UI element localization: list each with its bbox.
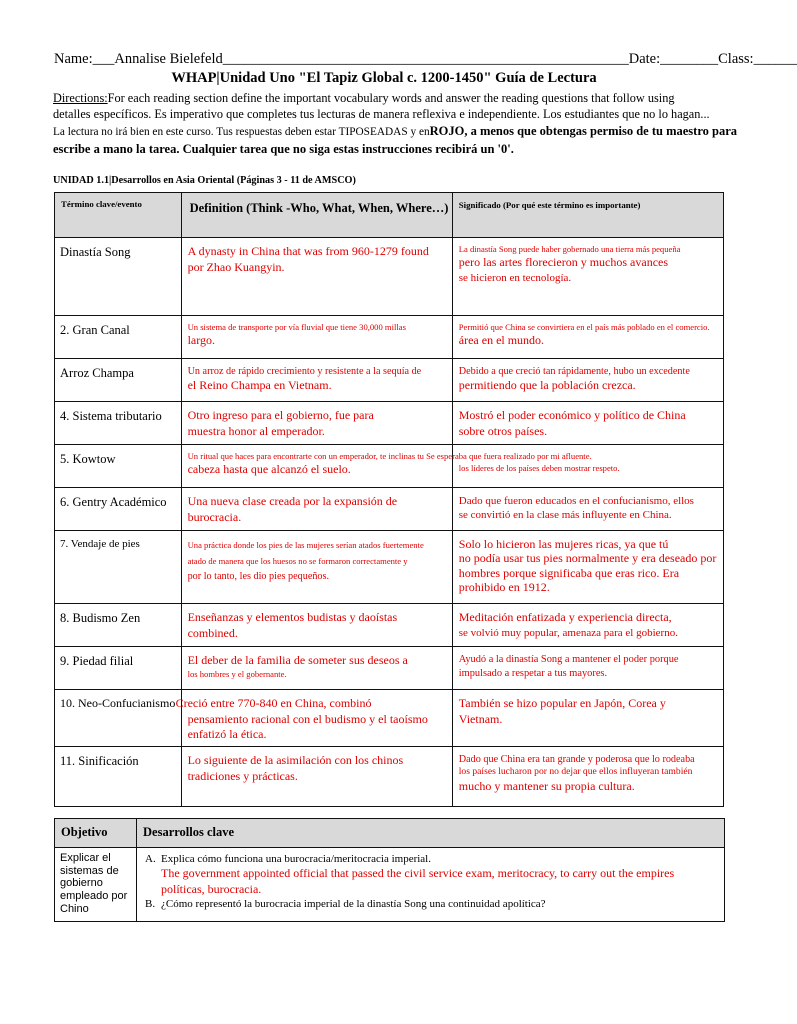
definition-cell[interactable]: A dynasty in China that was from 960-1279 found por Zhao Kuangyin.: [181, 238, 452, 316]
definition-cell[interactable]: Otro ingreso para el gobierno, fue para muestra honor al emperador.: [181, 402, 452, 445]
name-line: ________________________________________________________: [222, 51, 629, 67]
date-field[interactable]: Date:________: [628, 51, 719, 67]
term-cell: 9. Piedad filial: [55, 647, 182, 690]
term-cell: 4. Sistema tributario: [55, 402, 182, 445]
definition-cell[interactable]: Un ritual que haces para encontrarte con un emperador, te inclinas tu Se esperaba que fuera realizado por mi afluente. cabeza hasta que alcanzó el suelo.: [181, 445, 452, 488]
table-row: [55, 604, 724, 647]
item-a-answer[interactable]: The government appointed official that passed the civil service exam, meritocracy, to carry out the empires políticas, burocracia.: [161, 866, 675, 896]
class-field[interactable]: Class:______: [718, 51, 797, 67]
unit-heading: UNIDAD 1.1|Desarrollos en Asia Oriental (Páginas 3 - 11 de AMSCO): [53, 175, 356, 186]
definition-cell[interactable]: El deber de la familia de someter sus deseos a los hombres y el gobernante.: [181, 647, 452, 690]
definition-cell[interactable]: Un arroz de rápido crecimiento y resistente a la sequía de el Reino Champa en Vietnam.: [181, 359, 452, 402]
term-cell: 8. Budismo Zen: [55, 604, 182, 647]
objective-cell: Explicar el sistemas de gobierno empleado por Chino: [55, 848, 137, 922]
table-row: [55, 488, 724, 531]
significance-cell[interactable]: Solo lo hicieron las mujeres ricas, ya que tú no podía usar tus pies normalmente y era deseado por hombres porque significaba que eras rico. Era prohibido en 1912.: [452, 531, 723, 604]
significance-cell[interactable]: Dado que China era tan grande y poderosa que lo rodeaba los países lucharon por no dejar que ellos influyeran también mucho y mantener su propia cultura.: [452, 747, 723, 807]
objective-table: [54, 818, 725, 922]
directions-line-3: La lectura no irá bien en este curso. Tus respuestas deben estar TIPOSEADAS y enROJO, a menos que obtengas permiso de tu maestro para: [53, 124, 738, 138]
definition-cell[interactable]: Lo siguiente de la asimilación con los chinos tradiciones y prácticas.: [181, 747, 452, 807]
significance-cell[interactable]: Dado que fueron educados en el confucianismo, ellos se convirtió en la clase más influyente en China.: [452, 488, 723, 531]
table-row: [55, 690, 724, 747]
table-row: [55, 848, 725, 922]
table-row: [55, 402, 724, 445]
table-row: [55, 747, 724, 807]
term-cell: 2. Gran Canal: [55, 316, 182, 359]
table-row: [55, 359, 724, 402]
table-row: [55, 531, 724, 604]
term-cell: 11. Sinificación: [55, 747, 182, 807]
term-cell: Arroz Champa: [55, 359, 182, 402]
significance-cell[interactable]: Permitió que China se convirtiera en el país más poblado en el comercio. área en el mundo.: [452, 316, 723, 359]
name-label: Name:___: [54, 51, 115, 67]
developments-cell[interactable]: [137, 848, 725, 922]
col-header-objective: Objetivo: [55, 819, 137, 848]
term-cell: Dinastía Song: [55, 238, 182, 316]
definition-cell[interactable]: Un sistema de transporte por vía fluvial que tiene 30,000 millas largo.: [181, 316, 452, 359]
directions-line-2: detalles específicos. Es imperativo que completes tus lecturas de manera reflexiva e independiente. Los estudiantes que no lo hagan...: [53, 107, 710, 121]
col-header-term: Término clave/evento: [55, 193, 182, 238]
table-row: [55, 316, 724, 359]
table-row: [55, 647, 724, 690]
directions-line-1: Directions:For each reading section define the important vocabulary words and answer the reading questions that follow using: [53, 91, 675, 105]
vocabulary-table: [54, 192, 724, 807]
definition-cell[interactable]: Una nueva clase creada por la expansión de burocracia.: [181, 488, 452, 531]
significance-cell[interactable]: los líderes de los países deben mostrar respeto.: [452, 445, 723, 488]
item-a: A. Explica cómo funciona una burocracia/meritocracia imperial.: [145, 853, 431, 865]
page-title: WHAP|Unidad Uno "El Tapiz Global c. 1200-1450" Guía de Lectura: [171, 70, 597, 86]
significance-cell[interactable]: La dinastía Song puede haber gobernado una tierra más pequeña pero las artes florecieron y muchos avances se hicieron en tecnología.: [452, 238, 723, 316]
definition-cell[interactable]: Creció entre 770-840 en China, combinó pensamiento racional con el budismo y el taoísmo enfatizó la ética.: [181, 690, 452, 747]
significance-cell[interactable]: Mostró el poder económico y político de China sobre otros países.: [452, 402, 723, 445]
table-row: [55, 238, 724, 316]
student-name[interactable]: Annalise Bielefeld: [114, 51, 223, 67]
term-cell: 10. Neo-Confucianismo: [55, 690, 182, 747]
table-row: [55, 445, 724, 488]
col-header-developments: Desarrollos clave: [137, 819, 725, 848]
significance-cell[interactable]: Ayudó a la dinastía Song a mantener el poder porque impulsado a respetar a tus mayores.: [452, 647, 723, 690]
significance-cell[interactable]: También se hizo popular en Japón, Corea y Vietnam.: [452, 690, 723, 747]
term-cell: 6. Gentry Académico: [55, 488, 182, 531]
col-header-definition: Definition (Think -Who, What, When, Where…): [181, 193, 452, 238]
objective-header-row: [55, 819, 725, 848]
student-header: [54, 51, 797, 68]
term-cell: 5. Kowtow: [55, 445, 182, 488]
directions-line-4: escribe a mano la tarea. Cualquier tarea que no siga estas instrucciones recibirá un '0'.: [53, 142, 514, 156]
directions-label: Directions:: [53, 91, 108, 105]
significance-cell[interactable]: Debido a que creció tan rápidamente, hubo un excedente permitiendo que la población crezca.: [452, 359, 723, 402]
definition-cell[interactable]: Enseñanzas y elementos budistas y daoístas combined.: [181, 604, 452, 647]
vocab-header-row: [55, 193, 724, 238]
significance-cell[interactable]: Meditación enfatizada y experiencia directa, se volvió muy popular, amenaza para el gobierno.: [452, 604, 723, 647]
item-b: B. ¿Cómo representó la burocracia imperial de la dinastía Song una continuidad apolítica?: [145, 898, 546, 911]
definition-cell[interactable]: Una práctica donde los pies de las mujeres serían atados fuertemente atado de manera que los huesos no se formaron correctamente y por lo tanto, les dio pies pequeños.: [181, 531, 452, 604]
term-cell: 7. Vendaje de pies: [55, 531, 182, 604]
col-header-significance: Significado (Por qué este término es importante): [452, 193, 723, 238]
